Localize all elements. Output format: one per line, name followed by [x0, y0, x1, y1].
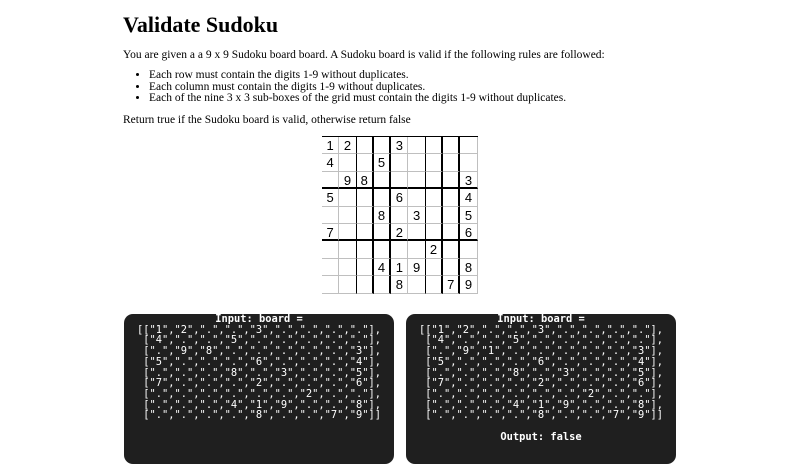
- board-cell: [391, 241, 408, 258]
- board-cell: [443, 224, 460, 241]
- rule-item: • Each column must contain the digits 1-9 without duplicates.: [149, 82, 566, 94]
- board-cell: [426, 137, 443, 154]
- board-row-text: [".",".",".",".","8",".",".","7","9"]]: [419, 409, 663, 422]
- board-cell: [408, 241, 425, 258]
- board-cell: [426, 259, 443, 276]
- board-row-text: ["7",".",".",".","2",".",".",".","6"],: [137, 377, 381, 390]
- page-title: Validate Sudoku: [123, 12, 279, 37]
- board-cell: 2: [426, 241, 443, 258]
- board-cell: [443, 259, 460, 276]
- board-cell: [443, 172, 460, 189]
- board-cell: 4: [374, 259, 391, 276]
- board-cell: [322, 276, 339, 293]
- board-cell: 1: [391, 259, 408, 276]
- board-row-text: ["4",".",".","5",".",".",".",".","."],: [137, 334, 381, 347]
- board-cell: [339, 154, 356, 171]
- board-cell: 8: [357, 172, 374, 189]
- return-description: Return true if the Sudoku board is valid, otherwise return false: [123, 114, 411, 126]
- board-cell: 5: [460, 207, 477, 224]
- sudoku-board: [322, 136, 478, 294]
- board-cell: 8: [374, 207, 391, 224]
- output-label: Output: false: [500, 431, 582, 444]
- board-cell: [426, 154, 443, 171]
- board-cell: [357, 259, 374, 276]
- board-cell: [339, 259, 356, 276]
- board-row-text: [".",".",".",".",".",".","2",".","."],: [137, 387, 381, 400]
- board-cell: [443, 207, 460, 224]
- input-label: Input: board =: [497, 313, 585, 325]
- board-cell: [339, 241, 356, 258]
- board-cell: 3: [391, 137, 408, 154]
- board-cell: [408, 224, 425, 241]
- board-cell: 7: [322, 224, 339, 241]
- board-cell: 5: [322, 189, 339, 206]
- board-cell: [391, 154, 408, 171]
- board-cell: [408, 154, 425, 171]
- board-cell: [357, 241, 374, 258]
- board-cell: [374, 189, 391, 206]
- board-cell: [426, 172, 443, 189]
- board-row-text: [".",".",".","4","1","9",".",".","8"],: [419, 398, 663, 411]
- board-cell: 2: [391, 224, 408, 241]
- board-cell: 8: [391, 276, 408, 293]
- board-cell: 1: [322, 137, 339, 154]
- board-cell: 6: [391, 189, 408, 206]
- rule-item: • Each of the nine 3 x 3 sub-boxes of the grid must contain the digits 1-9 without duplicates.: [149, 93, 566, 105]
- board-cell: [357, 224, 374, 241]
- board-row-text: [".","9","1",".",".",".",".",".","3"],: [419, 345, 663, 358]
- board-cell: [339, 207, 356, 224]
- board-row-text: [".",".",".",".","8",".",".","7","9"]]: [137, 409, 381, 422]
- board-cell: [408, 172, 425, 189]
- board-cell: [408, 189, 425, 206]
- board-cell: 4: [460, 189, 477, 206]
- board-row-text: [".",".",".","8",".","3",".",".","5"],: [137, 366, 381, 379]
- board-row-text: [".",".",".","8",".","3",".",".","5"],: [419, 366, 663, 379]
- board-cell: [460, 241, 477, 258]
- board-row-text: ["5",".",".",".","6",".",".",".","4"],: [419, 355, 663, 368]
- board-cell: 4: [322, 154, 339, 171]
- board-cell: [357, 137, 374, 154]
- board-row-text: [".","9","8",".",".",".",".",".","3"],: [137, 345, 381, 358]
- board-cell: [339, 189, 356, 206]
- board-cell: [322, 259, 339, 276]
- board-cell: 3: [460, 172, 477, 189]
- board-cell: [374, 172, 391, 189]
- board-cell: 6: [460, 224, 477, 241]
- board-cell: [391, 172, 408, 189]
- board-cell: [322, 207, 339, 224]
- board-input-rows: [406, 325, 676, 421]
- board-cell: [357, 154, 374, 171]
- board-cell: [374, 241, 391, 258]
- board-cell: [443, 189, 460, 206]
- board-row-text: ["7",".",".",".","2",".",".",".","6"],: [419, 377, 663, 390]
- board-row-text: [["1","2",".",".","3",".",".",".","."],: [419, 323, 663, 336]
- board-cell: [408, 137, 425, 154]
- input-label: Input: board =: [215, 313, 303, 325]
- board-input-rows: [124, 325, 394, 421]
- board-cell: 9: [408, 259, 425, 276]
- board-cell: 7: [443, 276, 460, 293]
- problem-description: You are given a a 9 x 9 Sudoku board board. A Sudoku board is valid if the following rules are followed:: [123, 49, 605, 61]
- rule-item: • Each row must contain the digits 1-9 without duplicates.: [149, 70, 566, 82]
- example-panel-1: [124, 314, 394, 464]
- board-cell: [339, 224, 356, 241]
- board-cell: [357, 207, 374, 224]
- board-cell: [322, 172, 339, 189]
- board-cell: [391, 207, 408, 224]
- board-cell: [322, 241, 339, 258]
- board-cell: [357, 276, 374, 293]
- board-row-text: [["1","2",".",".","3",".",".",".","."],: [137, 323, 381, 336]
- example-panel-2: [406, 314, 676, 464]
- rules-list: [123, 70, 566, 105]
- board-cell: [426, 276, 443, 293]
- board-cell: [408, 276, 425, 293]
- board-cell: 3: [408, 207, 425, 224]
- board-cell: [443, 241, 460, 258]
- board-cell: [357, 189, 374, 206]
- board-row-text: [".",".",".",".",".",".","2",".","."],: [419, 387, 663, 400]
- board-cell: [460, 137, 477, 154]
- board-cell: [426, 207, 443, 224]
- board-cell: [426, 189, 443, 206]
- board-cell: [460, 154, 477, 171]
- board-cell: 9: [339, 172, 356, 189]
- board-cell: [374, 137, 391, 154]
- board-cell: 8: [460, 259, 477, 276]
- board-cell: [374, 224, 391, 241]
- board-cell: 9: [460, 276, 477, 293]
- board-row-text: ["5",".",".",".","6",".",".",".","4"],: [137, 355, 381, 368]
- board-cell: [443, 154, 460, 171]
- board-cell: [426, 224, 443, 241]
- board-cell: [443, 137, 460, 154]
- board-row-text: [".",".",".","4","1","9",".",".","8"],: [137, 398, 381, 411]
- board-cell: [374, 276, 391, 293]
- board-row-text: ["4",".",".","5",".",".",".",".","."],: [419, 334, 663, 347]
- board-cell: [339, 276, 356, 293]
- board-cell: 2: [339, 137, 356, 154]
- board-cell: 5: [374, 154, 391, 171]
